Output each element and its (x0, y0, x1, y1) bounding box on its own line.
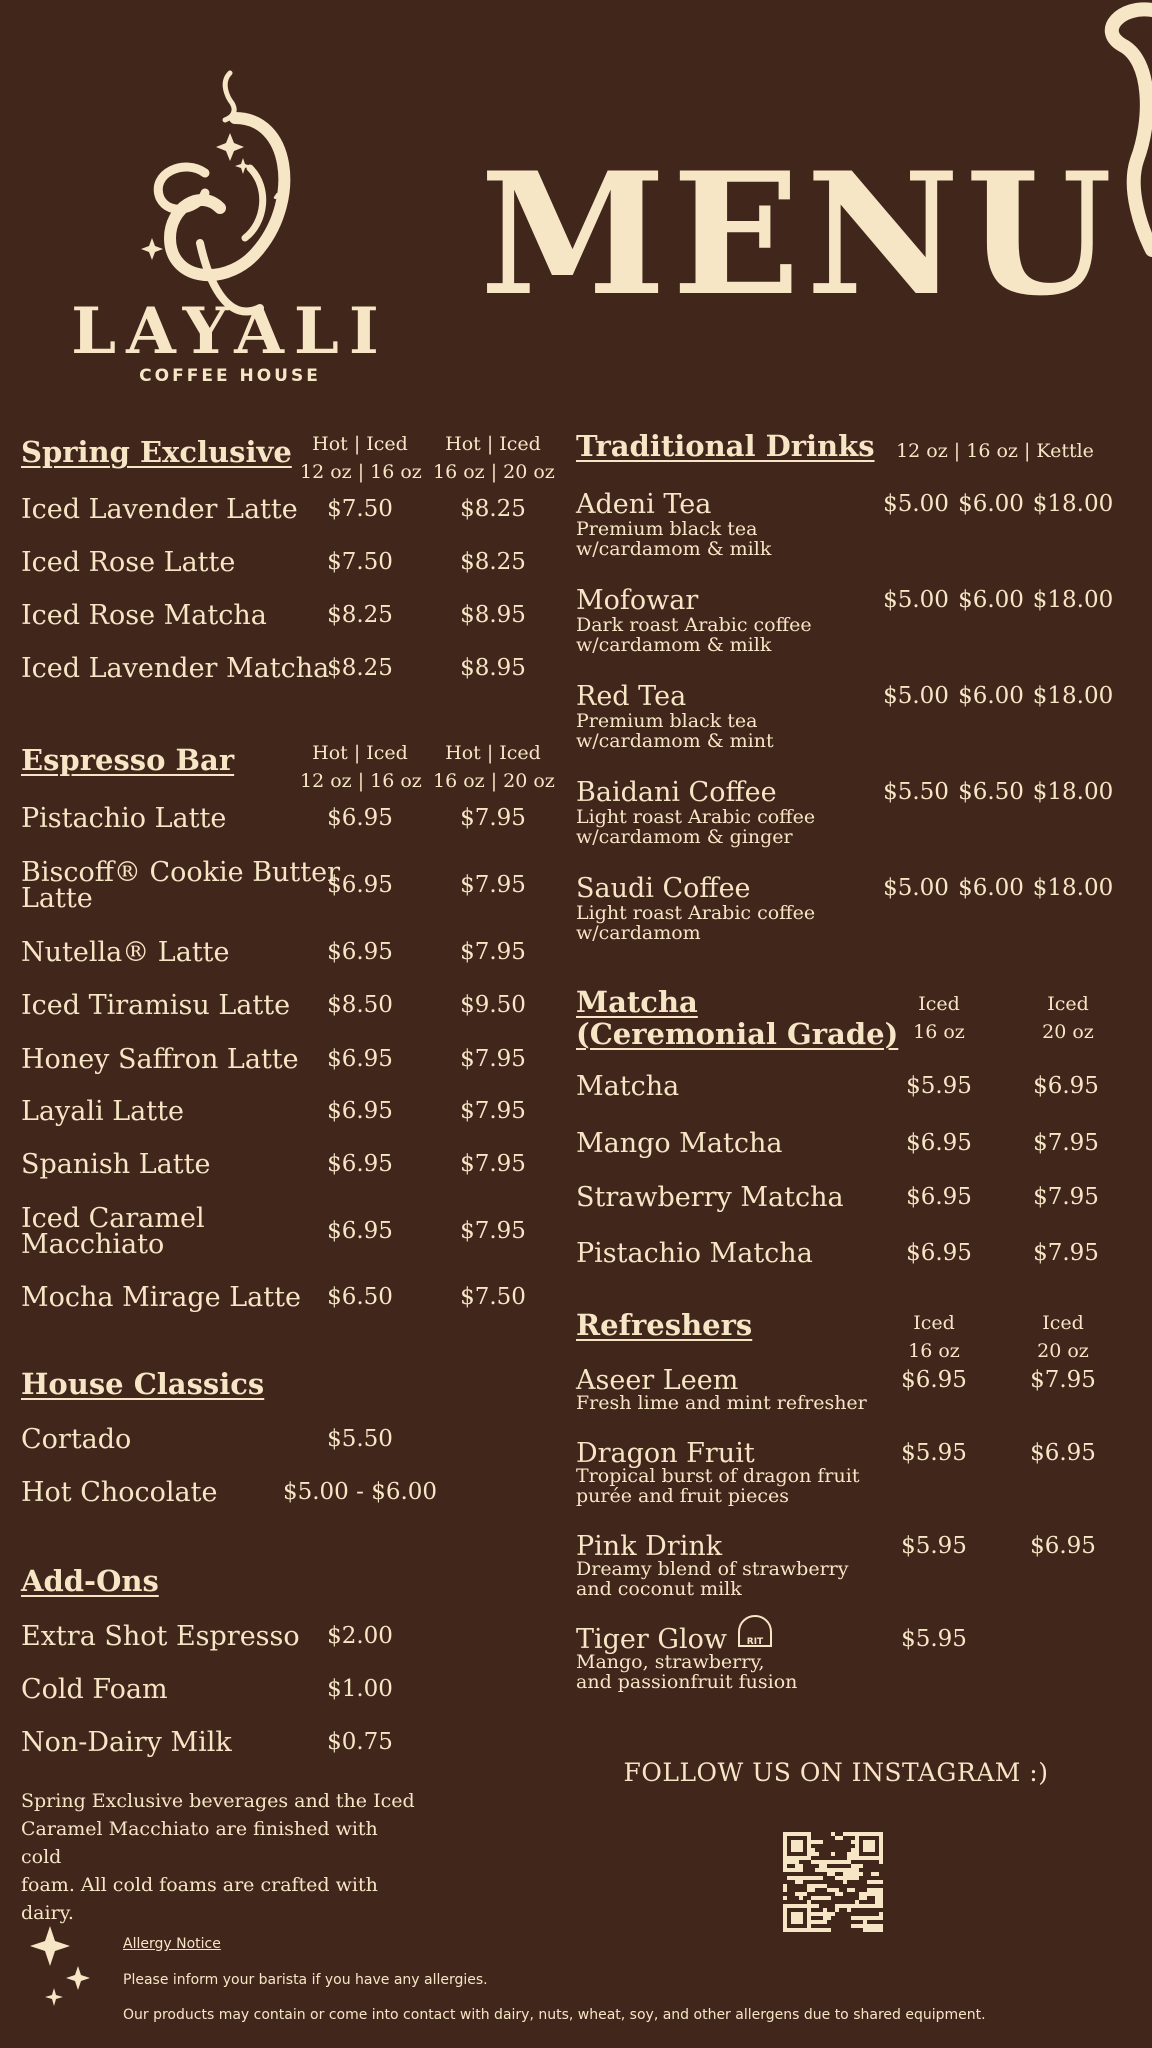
item-name: Iced Caramel (21, 1203, 205, 1234)
item-name: Iced Lavender Matcha (21, 653, 330, 684)
item-name: Cortado (21, 1424, 132, 1455)
item-price: $1.00 (327, 1676, 393, 1702)
item-description: w/cardamom & ginger (576, 826, 793, 848)
item-price: $7.95 (460, 939, 526, 965)
item-price: $6.95 (1030, 1533, 1096, 1559)
item-price: $6.95 (327, 872, 393, 898)
item-price: $7.95 (460, 1218, 526, 1244)
item-name: Mango Matcha (576, 1128, 783, 1159)
item-name: Biscoff® Cookie Butter (21, 857, 341, 888)
item-description: purée and fruit pieces (576, 1485, 789, 1507)
column-header: Iced 16 oz (913, 993, 965, 1043)
item-price: $7.95 (460, 805, 526, 831)
item-description: Light roast Arabic coffee (576, 806, 816, 828)
item-price: $6.00 (958, 875, 1024, 901)
section-title-house-classics: House Classics (21, 1367, 265, 1401)
item-price: $8.25 (460, 549, 526, 575)
item-price: $6.95 (906, 1184, 972, 1210)
item-price: $5.00 (883, 587, 949, 613)
item-price: $8.50 (327, 992, 393, 1018)
column-header: Iced 20 oz (1042, 993, 1094, 1043)
item-price: $8.95 (460, 655, 526, 681)
cold-foam-note: Spring Exclusive beverages and the Iced Caramel Macchiato are finished with cold foam. All cold foams are crafted with dairy. (21, 1790, 415, 1924)
item-name: Non-Dairy Milk (21, 1727, 232, 1758)
item-price: $5.95 (901, 1440, 967, 1466)
item-price: $18.00 (1032, 587, 1114, 613)
item-price: $6.95 (327, 939, 393, 965)
item-price: $5.00 (883, 491, 949, 517)
item-description: w/cardamom (576, 922, 701, 944)
item-name: Extra Shot Espresso (21, 1621, 300, 1652)
column-header: Hot | Iced 12 oz | 16 oz (300, 742, 422, 792)
column-header: Iced 20 oz (1037, 1312, 1089, 1362)
sparkle-icon (28, 1922, 98, 2012)
item-price: $6.95 (1033, 1073, 1099, 1099)
item-price: $7.95 (1033, 1184, 1099, 1210)
item-price: $6.95 (906, 1130, 972, 1156)
item-name: Iced Rose Matcha (21, 600, 267, 631)
item-description: Dark roast Arabic coffee (576, 614, 812, 636)
qr-code-icon[interactable] (783, 1832, 883, 1932)
item-description: Mango, strawberry, (576, 1651, 765, 1673)
section-title-espresso-bar: Espresso Bar (21, 743, 235, 777)
item-name: Saudi Coffee (576, 873, 751, 904)
item-description: Dreamy blend of strawberry (576, 1558, 849, 1580)
item-name: Iced Lavender Latte (21, 494, 298, 525)
item-name: Adeni Tea (576, 489, 712, 520)
item-name: Matcha (576, 1071, 680, 1102)
item-name: Spanish Latte (21, 1149, 211, 1180)
item-description: and coconut milk (576, 1578, 742, 1600)
item-price: $18.00 (1032, 875, 1114, 901)
item-price: $5.00 (883, 875, 949, 901)
item-price: $7.95 (460, 1098, 526, 1124)
item-price: $6.95 (327, 1151, 393, 1177)
item-price: $6.95 (1030, 1440, 1096, 1466)
item-name: Iced Rose Latte (21, 547, 236, 578)
item-description: w/cardamom & milk (576, 538, 772, 560)
item-price: $6.95 (327, 1098, 393, 1124)
item-price: $5.50 (327, 1426, 393, 1452)
allergy-notice-line: Our products may contain or come into contact with dairy, nuts, wheat, soy, and other allergens due to shared equipment. (123, 2007, 986, 2023)
section-title-traditional-drinks: Traditional Drinks (576, 429, 875, 463)
item-name: Macchiato (21, 1229, 165, 1260)
column-header: Hot | Iced 16 oz | 20 oz (433, 433, 555, 483)
item-name: Latte (21, 883, 93, 914)
item-description: w/cardamom & mint (576, 730, 774, 752)
halal-badge-icon (733, 1612, 777, 1652)
section-title-matcha: Matcha (Ceremonial Grade) (576, 985, 899, 1051)
item-description: Light roast Arabic coffee (576, 902, 816, 924)
item-price: $6.00 (958, 683, 1024, 709)
item-name: Tiger Glow (576, 1624, 727, 1655)
item-price: $7.50 (460, 1284, 526, 1310)
column-header: Hot | Iced 16 oz | 20 oz (433, 742, 555, 792)
item-price: $5.50 (883, 779, 949, 805)
item-price: $8.25 (327, 602, 393, 628)
svg-text:RIT: RIT (746, 1637, 764, 1647)
item-price: $7.95 (1030, 1367, 1096, 1393)
item-description: Fresh lime and mint refresher (576, 1392, 867, 1414)
item-price: $7.95 (1033, 1130, 1099, 1156)
item-name: Cold Foam (21, 1674, 168, 1705)
item-name: Iced Tiramisu Latte (21, 990, 291, 1021)
column-header: Hot | Iced 12 oz | 16 oz (300, 433, 422, 483)
item-name: Red Tea (576, 681, 687, 712)
item-price: $5.00 - $6.00 (282, 1479, 438, 1505)
item-name: Dragon Fruit (576, 1438, 755, 1469)
allergy-notice-line: Please inform your barista if you have any allergies. (123, 1972, 488, 1988)
section-title-refreshers: Refreshers (576, 1308, 753, 1342)
item-description: Tropical burst of dragon fruit (576, 1465, 860, 1487)
item-name: Pink Drink (576, 1531, 723, 1562)
item-price: $0.75 (327, 1729, 393, 1755)
item-price: $7.95 (460, 872, 526, 898)
item-price: $6.95 (906, 1240, 972, 1266)
item-price: $7.95 (460, 1151, 526, 1177)
item-price: $2.00 (327, 1623, 393, 1649)
item-description: w/cardamom & milk (576, 634, 772, 656)
item-description: Premium black tea (576, 518, 758, 540)
item-price: $6.95 (327, 1046, 393, 1072)
item-price: $8.25 (327, 655, 393, 681)
item-price: $5.95 (901, 1533, 967, 1559)
brand-name: LAYALI (71, 294, 389, 369)
item-price: $9.50 (460, 992, 526, 1018)
allergy-notice-title: Allergy Notice (123, 1936, 221, 1952)
swirl-ornament-icon (1092, 0, 1152, 260)
item-name: Aseer Leem (576, 1365, 739, 1396)
item-name: Hot Chocolate (21, 1477, 218, 1508)
item-price: $6.00 (958, 587, 1024, 613)
item-description: Premium black tea (576, 710, 758, 732)
page-title: MENU (480, 135, 1119, 333)
item-price: $8.25 (460, 496, 526, 522)
item-price: $8.95 (460, 602, 526, 628)
item-price: $6.95 (327, 1218, 393, 1244)
item-price: $6.50 (958, 779, 1024, 805)
item-price: $6.95 (901, 1367, 967, 1393)
item-name: Nutella® Latte (21, 937, 230, 968)
item-price: $5.95 (906, 1073, 972, 1099)
section-title-add-ons: Add-Ons (21, 1564, 159, 1598)
item-price: $18.00 (1032, 779, 1114, 805)
brand-subtitle: COFFEE HOUSE (139, 366, 321, 386)
item-name: Honey Saffron Latte (21, 1044, 299, 1075)
item-name: Pistachio Latte (21, 803, 227, 834)
item-name: Mofowar (576, 585, 699, 616)
column-header: 12 oz | 16 oz | Kettle (896, 440, 1094, 462)
item-price: $6.50 (327, 1284, 393, 1310)
item-price: $6.95 (327, 805, 393, 831)
item-name: Mocha Mirage Latte (21, 1282, 301, 1313)
item-description: and passionfruit fusion (576, 1671, 798, 1693)
item-price: $6.00 (958, 491, 1024, 517)
item-price: $7.95 (1033, 1240, 1099, 1266)
section-title-spring-exclusive: Spring Exclusive (21, 435, 292, 469)
item-price: $18.00 (1032, 491, 1114, 517)
instagram-follow-label: FOLLOW US ON INSTAGRAM :) (623, 1758, 1049, 1787)
item-name: Pistachio Matcha (576, 1238, 813, 1269)
item-price: $5.95 (901, 1626, 967, 1652)
item-price: $5.00 (883, 683, 949, 709)
item-price: $18.00 (1032, 683, 1114, 709)
item-name: Baidani Coffee (576, 777, 777, 808)
column-header: Iced 16 oz (908, 1312, 960, 1362)
item-name: Strawberry Matcha (576, 1182, 844, 1213)
item-price: $7.50 (327, 496, 393, 522)
item-name: Layali Latte (21, 1096, 184, 1127)
item-price: $7.95 (460, 1046, 526, 1072)
item-price: $7.50 (327, 549, 393, 575)
